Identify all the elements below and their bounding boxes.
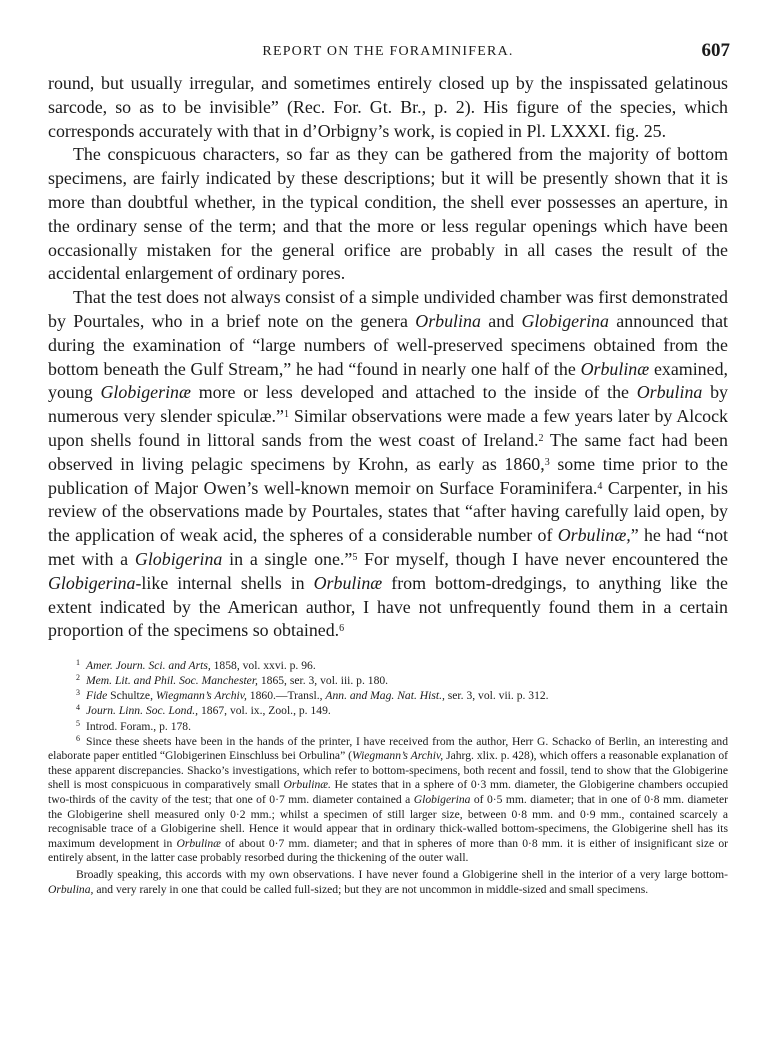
footnote-6-continuation: Broadly speaking, this accords with my own observations. I have never found a Globigerine shell in the interior of a very large bottom-Orbulina, and very rarely in one that could be called full-sized; but they are not uncommon in middle-sized and small specimens.: [48, 867, 728, 896]
page-number: 607: [701, 40, 730, 61]
footnote-ref-5[interactable]: 5: [352, 551, 358, 563]
footnote-ref-3[interactable]: 3: [544, 456, 550, 468]
footnote-4: $^4$ Journ. Linn. Soc. Lond., 1867, vol. ix., Zool., p. 149.: [76, 703, 331, 718]
footnote-2: $^2$ Mem. Lit. and Phil. Soc. Manchester, 1865, ser. 3, vol. iii. p. 180.: [76, 673, 389, 688]
paragraph-2: The conspicuous characters, so far as they can be gathered from the majority of bottom specimens, are fairly indicated by these descriptions; but it will be presently shown that it is more than doubtful whether, in the typical condition, the shell ever possesses an aperture, in the ordinary sense of the term; and that the more or less regular openings which have been occasionally mistaken for the general orifice are probably in all cases the result of the accidental enlargement of ordinary pores.: [48, 144, 728, 284]
footnote-1: $^1$ Amer. Journ. Sci. and Arts, 1858, vol. xxvi. p. 96.: [76, 658, 316, 673]
paragraph-1: round, but usually irregular, and sometimes entirely closed up by the inspissated gelatinous sarcode, so as to be invisible” (Rec. For. Gt. Br., p. 2). His figure of the species, which corresponds accurately with that in d’Orbigny’s work, is copied in Pl. LXXXI. fig. 25.: [48, 73, 728, 141]
page: [48, 38, 728, 897]
footnote-5: $^5$ Introd. Foram., p. 178.: [76, 718, 191, 733]
footnote-3: $^3$ Fide Schultze, Wiegmann’s Archiv, 1860.—Transl., Ann. and Mag. Nat. Hist., ser. 3, vol. vii. p. 312.: [76, 688, 549, 703]
body-text: [48, 72, 728, 643]
footnotes: [48, 659, 728, 897]
footnote-ref-2[interactable]: 2: [538, 432, 544, 444]
running-header: [48, 38, 728, 68]
footnote-ref-6[interactable]: 6: [339, 623, 345, 635]
footnote-ref-4[interactable]: 4: [597, 480, 603, 492]
footnote-6: $^6$ Since these sheets have been in the hands of the printer, I have received from the author, Herr G. Schacko of Berlin, an interesting and elaborate paper entitled “Globigerinen Einschluss bei Orbulina” (Wiegmann’s Archiv, Jahrg. xlix. p. 428), which offers a reasonable explanation of these apparent discrepancies. Shacko’s investigations, which refer to bottom-specimens, both recent and fossil, tend to show that the Globigerine shell is most conspicuous in comparatively small Orbulinæ. He states that in a sphere of 0·3 mm. diameter, the Globigerine chambers occupied two-thirds of the cavity of the test; that one of 0·7 mm. diameter contained a Globigerina of 0·5 mm. diameter; that in one of 0·8 mm. diameter the Globigerine shell measured only 0·2 mm.; whilst a specimen of still larger size, between 0·8 mm. and 0·9 mm., contained scarcely a recognisable trace of a Globigerine shell. Hence it would appear that in ordinary thick-walled bottom-specimens, the Globigerine shell has its maximum development in Orbulinæ of about 0·7 mm. diameter; and that in spheres of more than 0·8 mm. it is either of insignificant size or entirely absent, in the latter case probably resorbed during the thickening of the outer wall.: [48, 733, 729, 865]
footnote-ref-1[interactable]: 1: [283, 409, 289, 421]
paragraph-3: That the test does not always consist of a simple undivided chamber was first demonstrated by Pourtales, who in a brief note on the genera Orbulina and Globigerina announced that during the examination of “large numbers of well-preserved specimens obtained from the bottom beneath the Gulf Stream,” he had “found in nearly one half of the Orbulinæ examined, young Globigerinæ more or less developed and attached to the inside of the Orbulina by numerous very slender spiculæ.”$^1$ Similar observations were made a few years later by Alcock upon shells found in littoral sands from the west coast of Ireland.$^2$ The same fact had been observed in living pelagic specimens by Krohn, as early as 1860,$^3$ some time prior to the publication of Major Owen’s well-known memoir on Surface Foraminifera.$^4$ Carpenter, in his review of the observations made by Pourtales, states that “after having carefully laid open, by the application of weak acid, the spheres of a considerable number of Orbulinæ,” he had “not met with a Globigerina in a single one.”$^5$ For myself, though I have never encountered the Globigerina-like internal shells in Orbulinæ from bottom-dredgings, to anything like the extent indicated by the American author, I have not unfrequently found them in a certain proportion of the specimens so obtained.$^6$: [48, 287, 729, 641]
running-title: REPORT ON THE FORAMINIFERA.: [262, 44, 514, 59]
